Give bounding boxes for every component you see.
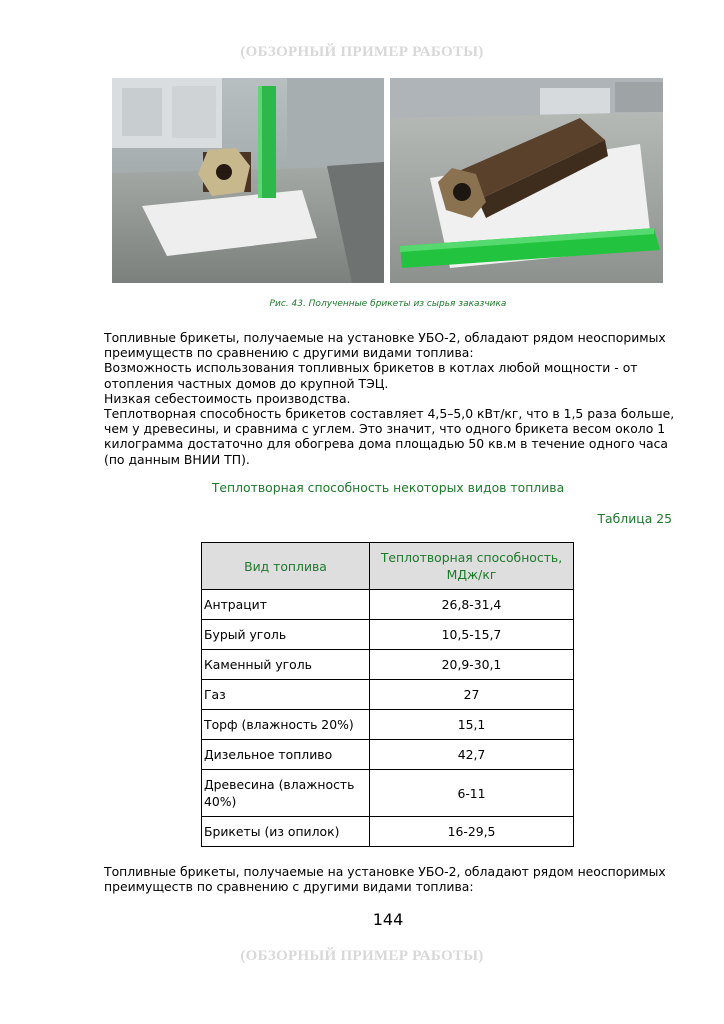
table-row — [202, 817, 574, 847]
table-row — [202, 590, 574, 620]
fuel-name-cell: Брикеты (из опилок) — [202, 817, 370, 847]
table-row — [202, 620, 574, 650]
intro-text — [104, 330, 684, 467]
fuel-name-cell: Каменный уголь — [202, 650, 370, 680]
outro-text — [104, 864, 684, 894]
heat-value-cell: 27 — [370, 680, 574, 710]
fuel-name-cell: Газ — [202, 680, 370, 710]
fuel-name-cell: Торф (влажность 20%) — [202, 710, 370, 740]
fuel-name-cell: Бурый уголь — [202, 620, 370, 650]
table-header-row — [202, 543, 574, 590]
heat-value-cell: 10,5-15,7 — [370, 620, 574, 650]
figure-caption: Рис. 43. Полученные брикеты из сырья заказчика — [269, 299, 507, 309]
table-title: Теплотворная способность некоторых видов топлива — [211, 480, 565, 495]
column-header-fuel: Вид топлива — [202, 543, 370, 590]
heat-value-cell: 16-29,5 — [370, 817, 574, 847]
page-number: 144 — [372, 910, 404, 929]
fuel-name-cell: Антрацит — [202, 590, 370, 620]
briquette-photo-standing — [112, 78, 384, 283]
intro-paragraph: Возможность использования топливных брикетов в котлах любой мощности - от отопления частных домов до крупной ТЭЦ. — [104, 360, 638, 391]
watermark-bottom: (ОБЗОРНЫЙ ПРИМЕР РАБОТЫ) — [240, 948, 484, 964]
fuel-name-cell: Древесина (влажность 40%) — [202, 770, 370, 817]
table-row — [202, 680, 574, 710]
intro-paragraph: Топливные брикеты, получаемые на установке УБО-2, обладают рядом неоспоримых преимуществ по сравнению с другими видами топлива: — [104, 330, 666, 361]
outro-paragraph: Топливные брикеты, получаемые на установке УБО-2, обладают рядом неоспоримых преимуществ по сравнению с другими видами топлива: — [104, 864, 666, 895]
fuel-name-cell: Дизельное топливо — [202, 740, 370, 770]
heat-value-cell: 15,1 — [370, 710, 574, 740]
table-row — [202, 710, 574, 740]
fuel-heat-table — [201, 542, 574, 847]
table-number: Таблица 25 — [597, 511, 672, 526]
heat-value-cell: 26,8-31,4 — [370, 590, 574, 620]
briquette-photo-lying — [390, 78, 663, 283]
heat-value-cell: 20,9-30,1 — [370, 650, 574, 680]
heat-value-cell: 6-11 — [370, 770, 574, 817]
intro-paragraph: Теплотворная способность брикетов составляет 4,5–5,0 кВт/кг, что в 1,5 раза больше, чем у древесины, и сравнима с углем. Это значит, что одного брикета весом около 1 килограмма достаточно для обогрева дома площадью 50 кв.м в течение одного часа (по данным ВНИИ ТП). — [104, 406, 675, 467]
intro-paragraph: Низкая себестоимость производства. — [104, 390, 351, 406]
table-row — [202, 650, 574, 680]
watermark-top: (ОБЗОРНЫЙ ПРИМЕР РАБОТЫ) — [240, 44, 484, 60]
table-row — [202, 740, 574, 770]
column-header-heat: Теплотворная способность, МДж/кг — [370, 543, 574, 590]
heat-value-cell: 42,7 — [370, 740, 574, 770]
table-row — [202, 770, 574, 817]
